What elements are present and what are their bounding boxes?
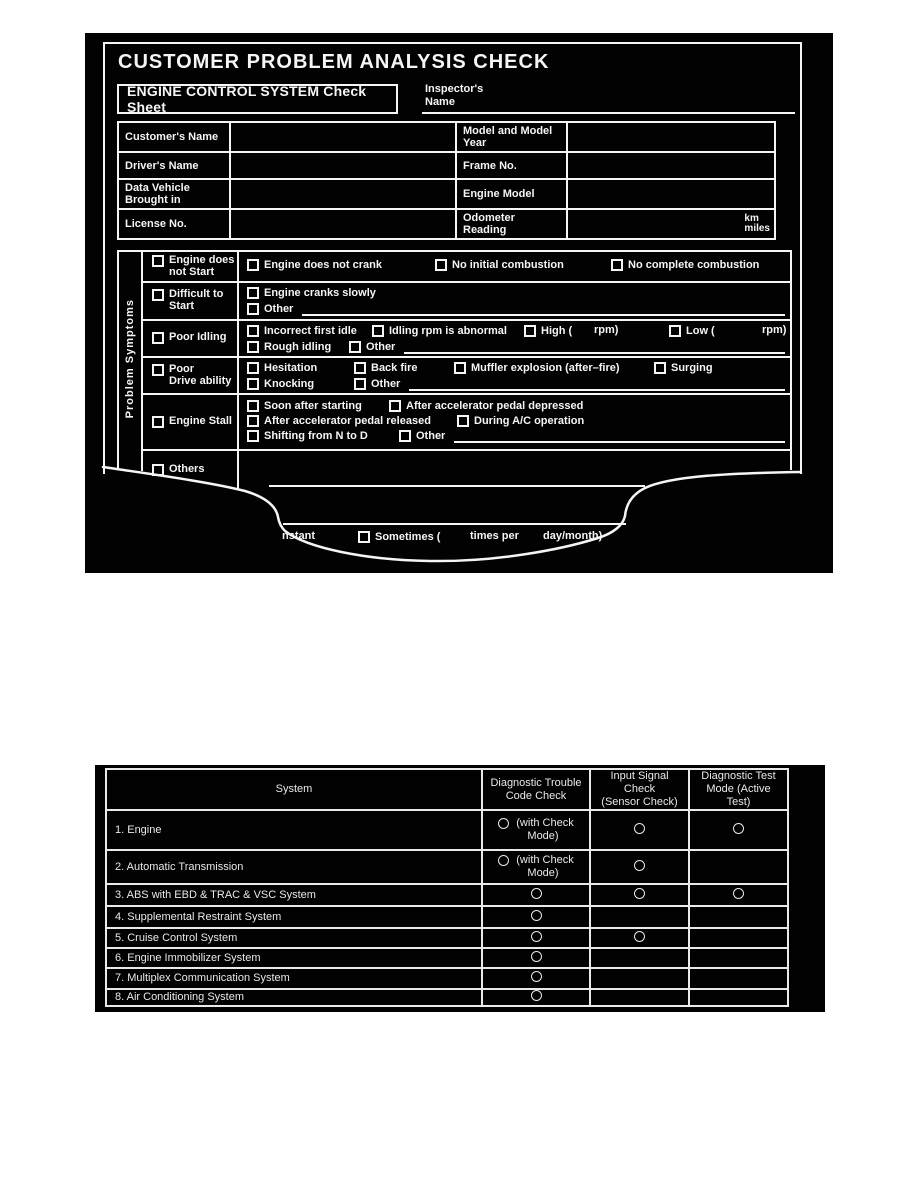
info-label-line: Data Vehicle — [125, 182, 190, 194]
circle-mark-icon — [634, 931, 645, 942]
system-check-cell — [482, 928, 590, 948]
rule — [143, 449, 792, 451]
system-row — [106, 810, 788, 850]
symptom-option — [349, 340, 395, 353]
symptom-option — [524, 324, 572, 337]
customer-info-table — [117, 121, 776, 240]
circle-note-line2: Mode) — [527, 867, 559, 879]
symptom-option — [247, 302, 293, 315]
system-row — [106, 989, 788, 1006]
symptom-detail-line — [237, 377, 790, 391]
symptom-label-row — [152, 288, 237, 312]
checkbox-icon — [152, 416, 164, 428]
symptom-option-label: After accelerator pedal released — [264, 414, 431, 427]
symptom-detail-line — [237, 302, 790, 316]
symptom-option — [247, 258, 382, 271]
system-check-cell — [590, 810, 689, 850]
info-label-line: License No. — [125, 218, 187, 230]
symptom-label-text: Poor Drive ability — [169, 362, 232, 387]
system-name: 8. Air Conditioning System — [106, 989, 482, 1006]
symptom-detail-line — [237, 286, 790, 300]
symptom-option-label: Rough idling — [264, 340, 332, 353]
symptom-label — [145, 281, 237, 319]
system-name: 4. Supplemental Restraint System — [106, 906, 482, 928]
checkbox-icon — [524, 325, 536, 337]
circle-with-note: (with Check — [487, 817, 585, 830]
torn-fragment-text: day/month) — [543, 530, 603, 542]
system-check-cell — [482, 948, 590, 968]
symptom-option-label: High ( — [541, 324, 573, 337]
system-check-cell — [482, 810, 590, 850]
system-name: 1. Engine — [106, 810, 482, 850]
circle-mark-icon — [634, 860, 645, 871]
info-value-blank — [230, 152, 456, 179]
rule — [143, 281, 792, 283]
system-check-cell — [689, 906, 788, 928]
systems-header-cell: Diagnostic Test Mode (Active Test) — [689, 769, 788, 810]
symptom-detail-line — [237, 414, 790, 428]
customer-problem-analysis-form — [85, 33, 833, 573]
symptom-option — [372, 324, 507, 337]
info-label — [118, 179, 230, 209]
symptom-option-label: No initial combustion — [452, 258, 564, 271]
symptom-option-label: Incorrect first idle — [264, 324, 357, 337]
symptom-label-row — [152, 254, 237, 278]
symptom-option — [457, 414, 584, 427]
rule — [143, 356, 792, 358]
rule — [143, 393, 792, 395]
checkbox-icon — [669, 325, 681, 337]
checkbox-icon — [454, 362, 466, 374]
system-check-cell — [590, 884, 689, 906]
systems-header-cell: Diagnostic Trouble Code Check — [482, 769, 590, 810]
write-in-line — [302, 314, 785, 316]
circle-mark-icon — [531, 990, 542, 1001]
checkbox-icon — [399, 430, 411, 442]
info-row — [118, 122, 775, 152]
symptom-option-label: Other — [264, 302, 294, 315]
symptom-label — [145, 449, 237, 489]
system-check-cell — [689, 989, 788, 1006]
checkbox-icon — [372, 325, 384, 337]
info-label — [456, 152, 567, 179]
info-label — [118, 209, 230, 239]
circle-mark-icon — [531, 971, 542, 982]
info-label — [456, 122, 567, 152]
symptom-option-label: After accelerator pedal depressed — [406, 399, 584, 412]
symptom-option-label: Hesitation — [264, 361, 318, 374]
systems-header-cell: System — [106, 769, 482, 810]
symptom-option-label: Muffler explosion (after–fire) — [471, 361, 620, 374]
circle-mark-icon — [531, 910, 542, 921]
symptom-option — [247, 361, 317, 374]
check-sheet-title: ENGINE CONTROL SYSTEM Check Sheet — [127, 83, 367, 115]
symptom-option-label: Idling rpm is abnormal — [389, 324, 507, 337]
symptom-option-label: rpm) — [762, 324, 787, 336]
checkbox-icon — [152, 255, 164, 267]
system-check-cell — [689, 810, 788, 850]
system-row — [106, 884, 788, 906]
problem-symptoms-axis — [117, 250, 143, 468]
symptom-label-row — [152, 463, 237, 476]
circle-note-line2: Mode) — [527, 830, 559, 842]
torn-fragment-text: Sometimes ( — [358, 530, 440, 543]
system-row — [106, 906, 788, 928]
symptom-label-row — [152, 415, 237, 428]
rule — [790, 250, 792, 470]
system-check-cell — [689, 850, 788, 884]
info-label — [118, 122, 230, 152]
symptom-option — [247, 324, 357, 337]
system-check-cell — [482, 989, 590, 1006]
checkbox-icon — [358, 531, 370, 543]
symptom-label-text: Difficult to Start — [169, 288, 224, 312]
checkbox-icon — [457, 415, 469, 427]
system-check-cell — [482, 884, 590, 906]
checkbox-icon — [152, 332, 164, 344]
symptom-label-row — [152, 363, 237, 387]
checkbox-icon — [247, 259, 259, 271]
form-title: CUSTOMER PROBLEM ANALYSIS CHECK — [118, 51, 550, 73]
symptom-option-label: Surging — [671, 361, 713, 374]
system-check-cell — [689, 928, 788, 948]
symptom-label-text: Engine Stall — [169, 414, 232, 427]
inspector-name-line — [422, 112, 795, 114]
system-check-cell — [590, 906, 689, 928]
checkbox-icon — [247, 430, 259, 442]
symptom-option-label: During A/C operation — [474, 414, 585, 427]
symptom-option — [247, 399, 362, 412]
symptom-detail-line — [237, 258, 790, 272]
info-value-blank — [567, 152, 775, 179]
info-label-line: Customer's Name — [125, 131, 219, 143]
info-label-line: Year — [463, 137, 487, 149]
checkbox-icon — [247, 378, 259, 390]
checkbox-icon — [247, 325, 259, 337]
info-row — [118, 152, 775, 179]
symptom-option — [247, 377, 314, 390]
symptom-option-label: Other — [416, 429, 446, 442]
info-label — [118, 152, 230, 179]
symptom-label-text: Engine does not Start — [169, 253, 235, 278]
symptom-label-text: Poor Idling — [169, 331, 227, 343]
write-in-line — [454, 441, 785, 443]
checkbox-icon — [152, 364, 164, 376]
symptom-label — [145, 356, 237, 393]
symptom-option — [669, 324, 715, 337]
symptom-detail-line — [237, 324, 790, 338]
symptom-detail-line — [237, 361, 790, 375]
symptom-option-label: Soon after starting — [264, 399, 362, 412]
info-value-blank — [567, 122, 775, 152]
circle-mark-icon — [498, 855, 509, 866]
circle-mark-icon — [531, 888, 542, 899]
checkbox-icon — [247, 287, 259, 299]
circle-mark-icon — [498, 818, 509, 829]
info-value-blank — [230, 209, 456, 239]
system-name: 5. Cruise Control System — [106, 928, 482, 948]
system-check-cell — [689, 968, 788, 989]
checkbox-icon — [247, 303, 259, 315]
info-label-line: Brought in — [125, 194, 181, 206]
symptom-option-label: Back fire — [371, 361, 418, 374]
checkbox-icon — [152, 289, 164, 301]
symptom-label-row — [152, 331, 237, 344]
checkbox-icon — [152, 464, 164, 476]
checkbox-icon — [349, 341, 361, 353]
symptom-option — [654, 361, 713, 374]
system-row — [106, 850, 788, 884]
symptom-label — [145, 319, 237, 356]
diagnostic-systems-table — [105, 768, 789, 1007]
symptom-option-label: No complete combustion — [628, 258, 760, 271]
customer-info-grid — [117, 121, 776, 240]
circle-mark-icon — [733, 823, 744, 834]
checkbox-icon — [354, 378, 366, 390]
circle-mark-icon — [531, 931, 542, 942]
system-check-cell — [590, 928, 689, 948]
symptom-option — [454, 361, 620, 374]
info-label-line: Frame No. — [463, 159, 517, 172]
checkbox-icon — [247, 341, 259, 353]
circle-with-note: (with Check — [487, 854, 585, 867]
system-row — [106, 928, 788, 948]
system-check-cell — [590, 850, 689, 884]
rule — [143, 319, 792, 321]
checkbox-icon — [654, 362, 666, 374]
inspector-name-label: Inspector's Name — [425, 83, 484, 108]
torn-fragment-text: nstant — [282, 530, 315, 542]
checkbox-icon — [611, 259, 623, 271]
info-label-line: Model and Model — [463, 125, 553, 137]
checkbox-icon — [435, 259, 447, 271]
circle-mark-icon — [634, 888, 645, 899]
symptom-option — [389, 399, 583, 412]
symptom-label — [145, 250, 237, 281]
symptom-option — [354, 361, 417, 374]
symptom-option-label: Engine does not crank — [264, 258, 382, 271]
system-check-cell — [590, 968, 689, 989]
symptom-option — [399, 429, 445, 442]
check-sheet-title-box — [117, 84, 398, 114]
info-value-blank — [567, 179, 775, 209]
checkbox-icon — [247, 362, 259, 374]
system-name: 7. Multiplex Communication System — [106, 968, 482, 989]
system-name: 6. Engine Immobilizer System — [106, 948, 482, 968]
info-label-line: Driver's Name — [125, 159, 199, 172]
symptom-option — [247, 429, 368, 442]
problem-symptoms-axis-label: Problem Symptoms — [124, 299, 136, 419]
symptom-option-label: Engine cranks slowly — [264, 286, 376, 299]
system-row — [106, 968, 788, 989]
system-name: 2. Automatic Transmission — [106, 850, 482, 884]
symptom-option — [762, 324, 786, 336]
info-value-blank — [230, 122, 456, 152]
symptom-option — [594, 324, 618, 336]
symptom-label — [145, 393, 237, 449]
system-check-cell — [689, 948, 788, 968]
system-check-cell — [482, 906, 590, 928]
diagnostic-check-scan — [95, 765, 825, 1012]
systems-header-cell: Input Signal Check (Sensor Check) — [590, 769, 689, 810]
symptom-detail-line — [237, 429, 790, 443]
symptom-option-label: Other — [371, 377, 401, 390]
symptom-option — [611, 258, 759, 271]
symptom-option-label: Knocking — [264, 377, 315, 390]
circle-mark-icon — [634, 823, 645, 834]
symptom-option — [247, 340, 331, 353]
symptom-option-label: rpm) — [594, 324, 619, 336]
symptom-option — [247, 414, 431, 427]
info-row — [118, 209, 775, 239]
system-check-cell — [590, 989, 689, 1006]
info-value-blank — [567, 209, 775, 239]
write-in-line — [409, 389, 785, 391]
symptom-detail-line — [237, 340, 790, 354]
symptom-label-text: Others — [169, 463, 205, 475]
checkbox-icon — [247, 400, 259, 412]
torn-fragment-text: times per — [470, 530, 519, 542]
symptom-option-label: Low ( — [686, 324, 715, 337]
symptom-option — [247, 286, 376, 299]
system-check-cell — [689, 884, 788, 906]
systems-grid — [105, 768, 789, 1007]
system-check-cell — [482, 850, 590, 884]
checkbox-icon — [247, 415, 259, 427]
checkbox-icon — [389, 400, 401, 412]
write-in-line — [404, 352, 785, 354]
info-label-line: Odometer Reading — [463, 212, 515, 236]
info-label — [456, 179, 567, 209]
circle-mark-icon — [531, 951, 542, 962]
info-label-line: Engine Model — [463, 188, 535, 200]
symptom-option — [435, 258, 564, 271]
info-label — [456, 209, 567, 239]
symptom-option-label: Other — [366, 340, 396, 353]
symptom-option-label: Shifting from N to D — [264, 429, 368, 442]
symptom-option — [354, 377, 400, 390]
info-value-blank — [230, 179, 456, 209]
symptom-detail-line — [237, 399, 790, 413]
odometer-unit-label: km miles — [744, 213, 770, 234]
system-name: 3. ABS with EBD & TRAC & VSC System — [106, 884, 482, 906]
system-check-cell — [590, 948, 689, 968]
circle-mark-icon — [733, 888, 744, 899]
info-row — [118, 179, 775, 209]
checkbox-icon — [354, 362, 366, 374]
system-check-cell — [482, 968, 590, 989]
system-row — [106, 948, 788, 968]
systems-header-row — [106, 769, 788, 810]
